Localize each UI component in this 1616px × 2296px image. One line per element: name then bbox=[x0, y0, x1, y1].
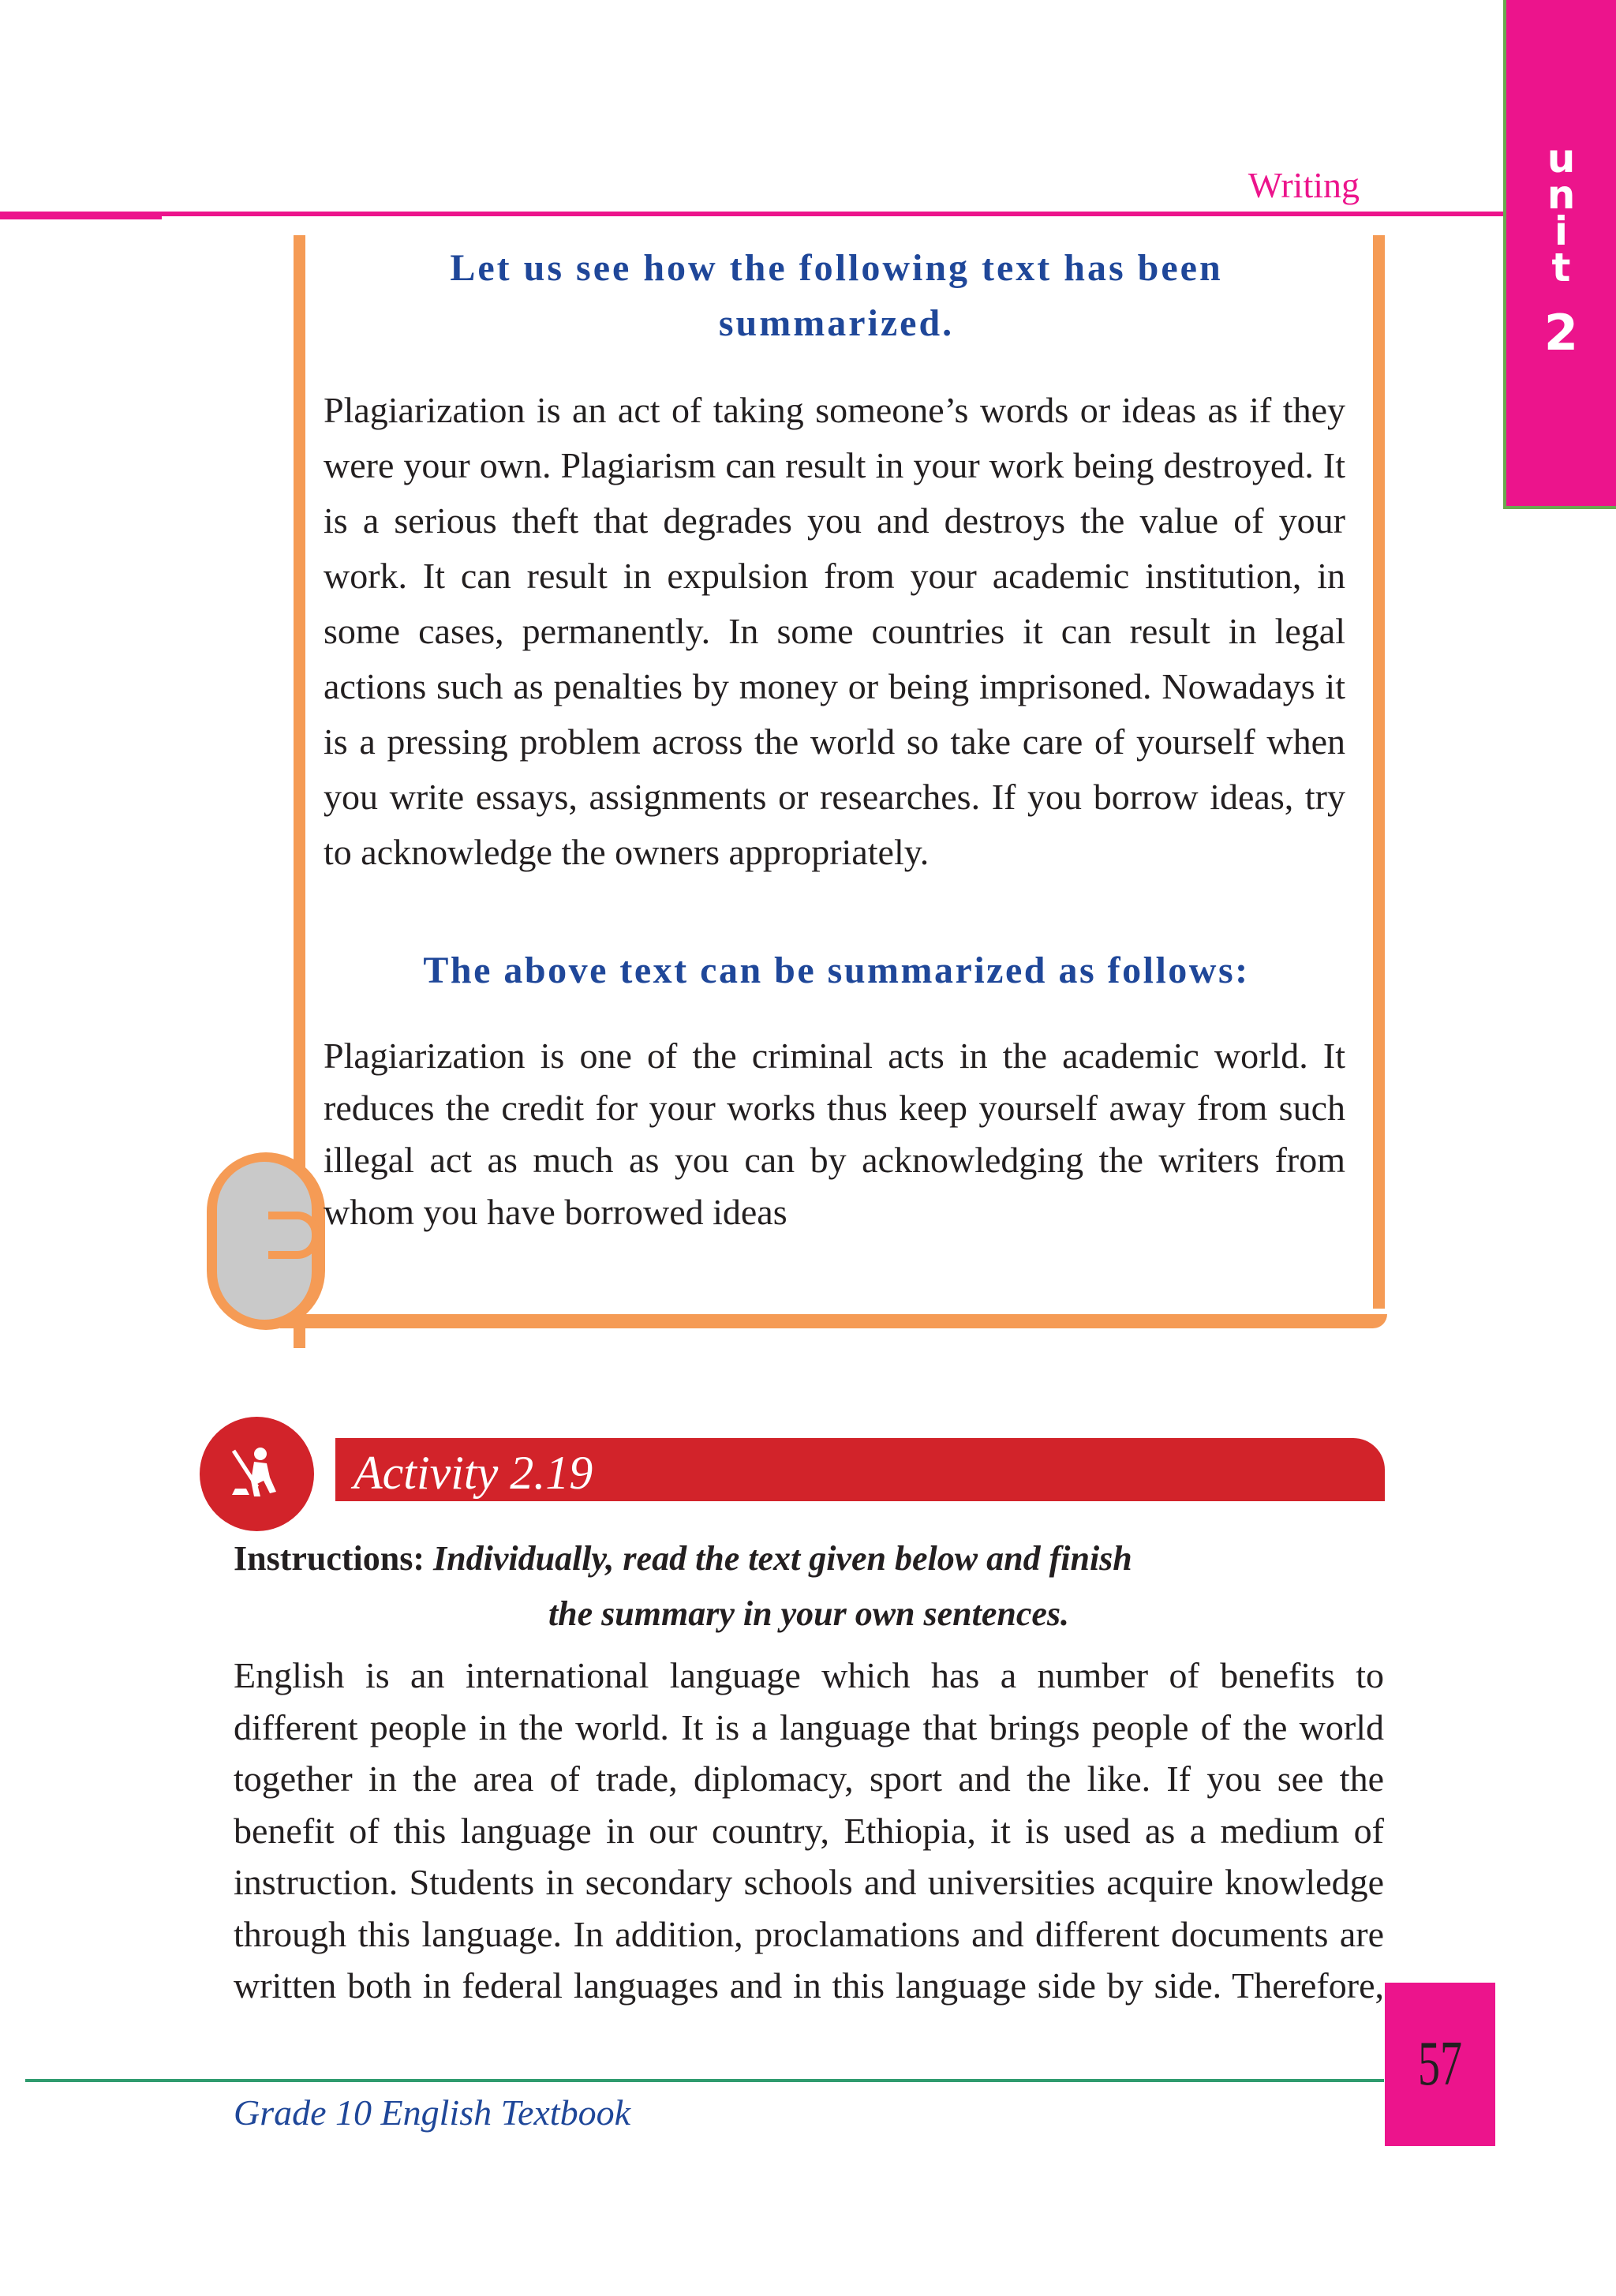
header-rule bbox=[0, 212, 1503, 216]
scroll-frame-right bbox=[1373, 235, 1385, 1309]
activity-body-text: English is an international language which has a number of benefits to different people in the world. It is a language that brings people of the world together in the area of trade, diplomacy, sport and the like. If you see the benefit of this language in our country, Ethiopia, it is used as a medium of instruction. Students in secondary schools and universities acquire knowledge through this language. In addition, proclamations and different documents are written both in federal languages and in this language side by side. Therefore, bbox=[234, 1655, 1384, 2006]
instructions bbox=[234, 1531, 1384, 1586]
original-text: Plagiarization is an act of taking someone’s words or ideas as if they were your own. Plagiarism can result in your work being destroyed. It is a serious theft that degrades you and destroys the value of your work. It can result in expulsion from your academic institution, in some cases, permanently. In some countries it can result in legal actions such as penalties by money or being imprisoned. Nowadays it is a pressing problem across the world so take care of yourself when you write essays, assignments or researches. If you borrow ideas, try to acknowledge the owners appropriately. bbox=[324, 390, 1345, 872]
summary-box-heading bbox=[316, 241, 1357, 351]
unit-letter: t bbox=[1551, 245, 1571, 290]
page-number: 57 bbox=[1418, 2029, 1462, 2099]
unit-letter: n bbox=[1547, 172, 1576, 218]
page-number-box bbox=[1385, 1983, 1495, 2146]
summary-text: Plagiarization is one of the criminal acts in the academic world. It reduces the credit for your works thus keep yourself away from such illegal act as much as you can by acknowledging the writers from whom you have borrowed ideas bbox=[324, 1036, 1345, 1232]
instructions-text: Individually, read the text given below and finish bbox=[433, 1539, 1132, 1578]
worker-icon bbox=[226, 1443, 289, 1506]
scroll-frame-bottom bbox=[280, 1314, 1387, 1328]
unit-number: 2 bbox=[1543, 304, 1579, 361]
summary-box-heading-line2: summarized. bbox=[718, 302, 955, 344]
section-label: Writing bbox=[1248, 165, 1360, 205]
activity-badge bbox=[200, 1417, 314, 1531]
instructions-label: Instructions: bbox=[234, 1539, 425, 1578]
header-rule-accent bbox=[0, 216, 162, 219]
activity-title: Activity 2.19 bbox=[354, 1447, 593, 1499]
unit-letter: i bbox=[1554, 208, 1569, 254]
unit-tab bbox=[1503, 0, 1616, 509]
scroll-roll-curl bbox=[268, 1212, 320, 1259]
book-title: Grade 10 English Textbook bbox=[234, 2092, 630, 2133]
instructions-text-cont: the summary in your own sentences. bbox=[548, 1594, 1070, 1633]
summary-box-heading-line1: Let us see how the following text has been bbox=[450, 247, 1223, 289]
unit-letter: u bbox=[1547, 136, 1576, 182]
footer-rule bbox=[25, 2079, 1384, 2082]
summary-heading: The above text can be summarized as follows: bbox=[423, 949, 1250, 991]
